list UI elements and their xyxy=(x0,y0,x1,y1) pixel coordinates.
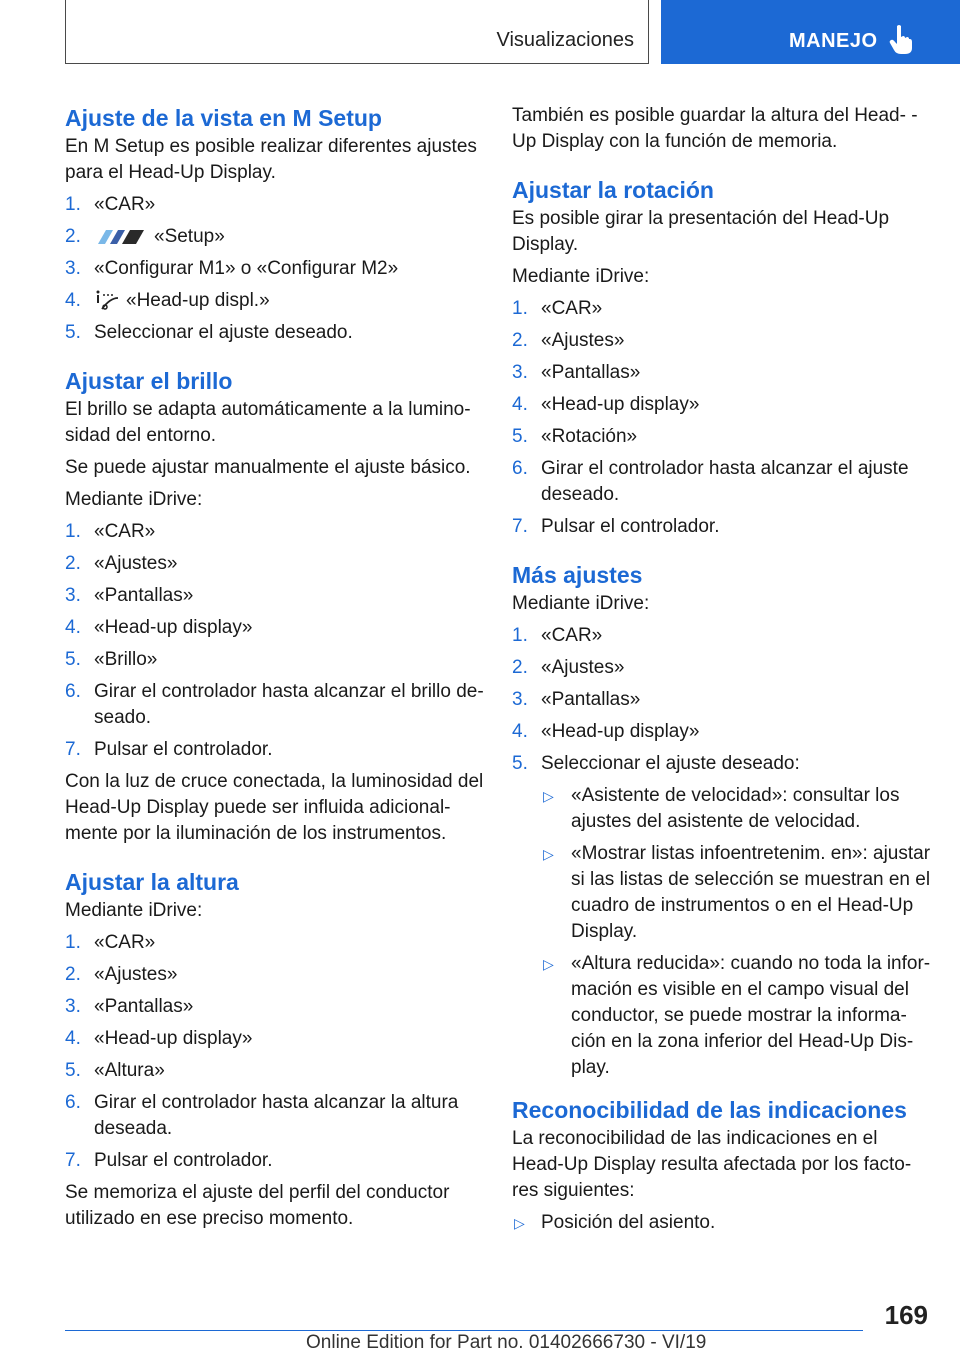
step-number: 3. xyxy=(65,258,81,279)
steps-list xyxy=(65,519,485,763)
list-item xyxy=(512,719,932,745)
step-text: «Ajustes» xyxy=(541,657,625,678)
step-number: 4. xyxy=(512,721,528,742)
step-number: 6. xyxy=(65,681,81,702)
sub-list-item xyxy=(541,783,932,835)
step-text: Pulsar el controlador. xyxy=(541,516,720,537)
steps-list xyxy=(65,930,485,1174)
section-title: Ajuste de la vista en M Setup xyxy=(65,105,382,131)
steps-list xyxy=(512,296,932,540)
list-item xyxy=(65,192,485,218)
header-section-title: Visualizaciones xyxy=(496,29,634,51)
step-text: «Rotación» xyxy=(541,426,638,447)
sub-item-text: «Mostrar listas infoentretenim. en»: ajustar si las listas de selección se muestran en el cuadro de instrumentos o en el Head-Up Display. xyxy=(571,843,931,942)
list-item xyxy=(512,392,932,418)
list-item xyxy=(512,687,932,713)
paragraph: La reconocibilidad de las indicaciones en el Head-Up Display resulta afectada por los facto- res siguientes: xyxy=(512,1128,912,1201)
list-item xyxy=(65,994,485,1020)
list-item xyxy=(65,962,485,988)
list-item xyxy=(65,679,485,731)
step-text: «CAR» xyxy=(94,521,156,542)
paragraph: Se puede ajustar manualmente el ajuste básico. xyxy=(65,457,471,478)
step-number: 6. xyxy=(512,458,528,479)
step-number: 4. xyxy=(65,617,81,638)
paragraph: En M Setup es posible realizar diferentes ajustes para el Head-Up Display. xyxy=(65,136,477,183)
triangle-bullet-icon: ▷ xyxy=(514,1215,525,1231)
step-number: 5. xyxy=(65,1060,81,1081)
step-text: Girar el controlador hasta alcanzar la altura deseada. xyxy=(94,1092,459,1139)
step-number: 1. xyxy=(512,298,528,319)
list-item xyxy=(512,328,932,354)
m-logo-icon xyxy=(96,230,146,244)
list-item xyxy=(512,514,932,540)
steps-list xyxy=(65,192,485,346)
step-text: «Configurar M1» o «Configurar M2» xyxy=(94,258,399,279)
step-text: «Brillo» xyxy=(94,649,158,670)
step-text: «Ajustes» xyxy=(541,330,625,351)
head-up-display-icon xyxy=(94,290,120,312)
section-title: Ajustar el brillo xyxy=(65,368,233,394)
list-item xyxy=(65,519,485,545)
list-item xyxy=(65,256,485,282)
list-item xyxy=(65,320,485,346)
list-item xyxy=(512,296,932,322)
triangle-bullet-icon: ▷ xyxy=(543,846,554,862)
step-text: Pulsar el controlador. xyxy=(94,739,273,760)
step-text: «CAR» xyxy=(94,932,156,953)
list-item xyxy=(512,655,932,681)
list-item xyxy=(65,551,485,577)
step-text: «Ajustes» xyxy=(94,553,178,574)
step-number: 2. xyxy=(65,553,81,574)
paragraph: También es posible guardar la altura del Head- -Up Display con la función de memoria. xyxy=(512,105,918,152)
paragraph: Mediante iDrive: xyxy=(65,489,203,510)
step-text: «Pantallas» xyxy=(94,996,194,1017)
step-number: 3. xyxy=(65,996,81,1017)
section-title: Más ajustes xyxy=(512,562,643,588)
step-number: 7. xyxy=(65,1150,81,1171)
footer-edition: Online Edition for Part no. 01402666730 - VI/19 xyxy=(306,1332,707,1353)
section-title: Ajustar la rotación xyxy=(512,177,714,203)
step-text: Girar el controlador hasta alcanzar el ajuste deseado. xyxy=(541,458,909,505)
paragraph: Con la luz de cruce conectada, la luminosidad del Head-Up Display puede ser influida adicional- mente por la iluminación de los instrumentos. xyxy=(65,771,484,844)
step-text: «CAR» xyxy=(541,625,603,646)
step-text: «Head-up display» xyxy=(541,721,700,742)
paragraph: Es posible girar la presentación del Head-Up Display. xyxy=(512,208,890,255)
step-text: «Pantallas» xyxy=(541,362,641,383)
step-number: 3. xyxy=(512,362,528,383)
step-text: Seleccionar el ajuste deseado: xyxy=(541,753,800,774)
step-number: 7. xyxy=(65,739,81,760)
list-item xyxy=(65,288,485,314)
step-number: 2. xyxy=(512,657,528,678)
step-text: «Head-up displ.» xyxy=(126,290,270,311)
sub-item-text: «Asistente de velocidad»: consultar los ajustes del asistente de velocidad. xyxy=(571,785,900,832)
step-text: «Ajustes» xyxy=(94,964,178,985)
paragraph: Mediante iDrive: xyxy=(512,593,650,614)
step-text: «Pantallas» xyxy=(94,585,194,606)
section-title: Ajustar la altura xyxy=(65,869,239,895)
list-item xyxy=(512,1210,932,1236)
step-number: 1. xyxy=(512,625,528,646)
list-item xyxy=(512,751,932,1081)
bullet-text: Posición del asiento. xyxy=(541,1212,716,1233)
hand-pointer-icon xyxy=(889,24,913,54)
step-number: 5. xyxy=(512,753,528,774)
list-item xyxy=(65,1026,485,1052)
list-item xyxy=(65,583,485,609)
paragraph: El brillo se adapta automáticamente a la lumino- sidad del entorno. xyxy=(65,399,471,446)
step-text: Girar el controlador hasta alcanzar el brillo de- seado. xyxy=(94,681,484,728)
step-text: «Head-up display» xyxy=(94,1028,253,1049)
header-section-box xyxy=(65,0,649,64)
header-tab-manejo[interactable] xyxy=(661,0,960,64)
list-item xyxy=(65,647,485,673)
triangle-bullet-icon: ▷ xyxy=(543,788,554,804)
step-text: «Setup» xyxy=(154,226,225,247)
header-tab-label: MANEJO xyxy=(789,30,878,52)
page-number: 169 xyxy=(884,1300,928,1330)
bullet-list xyxy=(512,1210,932,1236)
step-number: 2. xyxy=(65,226,81,247)
step-number: 1. xyxy=(65,932,81,953)
step-number: 4. xyxy=(65,1028,81,1049)
step-number: 5. xyxy=(512,426,528,447)
step-number: 3. xyxy=(512,689,528,710)
paragraph: Mediante iDrive: xyxy=(65,900,203,921)
step-text: «Altura» xyxy=(94,1060,165,1081)
step-text: «Head-up display» xyxy=(94,617,253,638)
step-number: 1. xyxy=(65,194,81,215)
list-item xyxy=(65,1058,485,1084)
step-text: Pulsar el controlador. xyxy=(94,1150,273,1171)
sub-list-item xyxy=(541,951,932,1081)
step-text: «Head-up display» xyxy=(541,394,700,415)
step-number: 1. xyxy=(65,521,81,542)
paragraph: Se memoriza el ajuste del perfil del conductor utilizado en ese preciso momento. xyxy=(65,1182,450,1229)
step-number: 7. xyxy=(512,516,528,537)
list-item xyxy=(512,360,932,386)
list-item xyxy=(65,737,485,763)
step-text: Seleccionar el ajuste deseado. xyxy=(94,322,353,343)
right-column xyxy=(512,103,932,1236)
step-number: 4. xyxy=(512,394,528,415)
list-item xyxy=(512,623,932,649)
step-text: «CAR» xyxy=(94,194,156,215)
step-text: «Pantallas» xyxy=(541,689,641,710)
section-title: Reconocibilidad de las indicaciones xyxy=(512,1097,907,1123)
list-item xyxy=(512,424,932,450)
list-item xyxy=(65,1090,485,1142)
sub-list xyxy=(541,783,932,1081)
list-item xyxy=(65,615,485,641)
step-number: 2. xyxy=(65,964,81,985)
step-number: 4. xyxy=(65,290,81,311)
footer-divider xyxy=(65,1330,863,1331)
step-number: 2. xyxy=(512,330,528,351)
sub-list-item xyxy=(541,841,932,945)
step-number: 6. xyxy=(65,1092,81,1113)
list-item xyxy=(512,456,932,508)
list-item xyxy=(65,224,485,250)
steps-list xyxy=(512,623,932,1081)
list-item xyxy=(65,1148,485,1174)
paragraph: Mediante iDrive: xyxy=(512,266,650,287)
step-text: «CAR» xyxy=(541,298,603,319)
step-number: 5. xyxy=(65,322,81,343)
step-number: 5. xyxy=(65,649,81,670)
left-column xyxy=(65,103,485,1238)
list-item xyxy=(65,930,485,956)
sub-item-text: «Altura reducida»: cuando no toda la infor- mación es visible en el campo visual del conductor, se puede mostrar la informa- ción en la zona inferior del Head-Up Dis- play. xyxy=(571,953,931,1078)
triangle-bullet-icon: ▷ xyxy=(543,956,554,972)
step-number: 3. xyxy=(65,585,81,606)
